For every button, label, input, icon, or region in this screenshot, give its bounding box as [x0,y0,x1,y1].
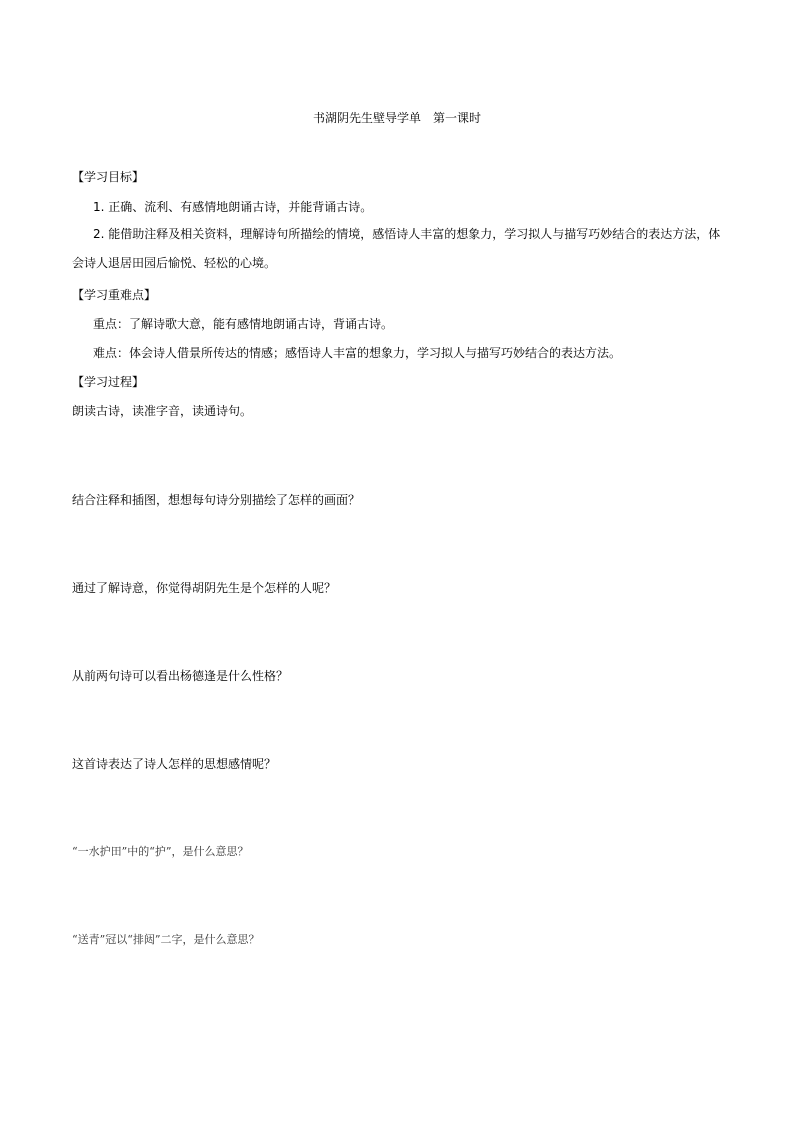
key-point-difficulty: 难点：体会诗人借景所传达的情感；感悟诗人丰富的想象力，学习拟人与描写巧妙结合的表达方法。 [93,346,622,360]
page-title: 书湖阴先生壁导学单 第一课时 [312,111,481,125]
process-step-4: 从前两句诗可以看出杨德逢是什么性格？ [72,669,289,683]
key-point-focus: 重点：了解诗歌大意，能有感情地朗诵古诗，背诵古诗。 [93,317,394,331]
process-step-3: 通过了解诗意，你觉得胡阴先生是个怎样的人呢？ [72,581,337,595]
process-step-5: 这首诗表达了诗人怎样的思想感情呢？ [72,757,277,771]
process-step-7: “送青”冠以“排闼”二字，是什么意思？ [72,933,260,946]
objective-item-2: 2. 能借助注释及相关资料，理解诗句所描绘的情境，感悟诗人丰富的想象力，学习拟人与描写巧妙结合的表达方法，体会诗人退居田园后愉悦、轻松的心境。 [72,227,721,270]
process-step-6: “一水护田”中的“护”，是什么意思？ [72,845,249,858]
process-step-1: 朗读古诗，读准字音，读通诗句。 [72,404,253,418]
objectives-heading: 【学习目标】 [72,170,145,184]
process-step-2: 结合注释和插图，想想每句诗分别描绘了怎样的画面？ [72,493,361,507]
process-heading: 【学习过程】 [72,375,145,389]
objective-item-1: 1. 正确、流利、有感情地朗诵古诗，并能背诵古诗。 [93,200,373,214]
key-points-heading: 【学习重难点】 [72,288,157,302]
